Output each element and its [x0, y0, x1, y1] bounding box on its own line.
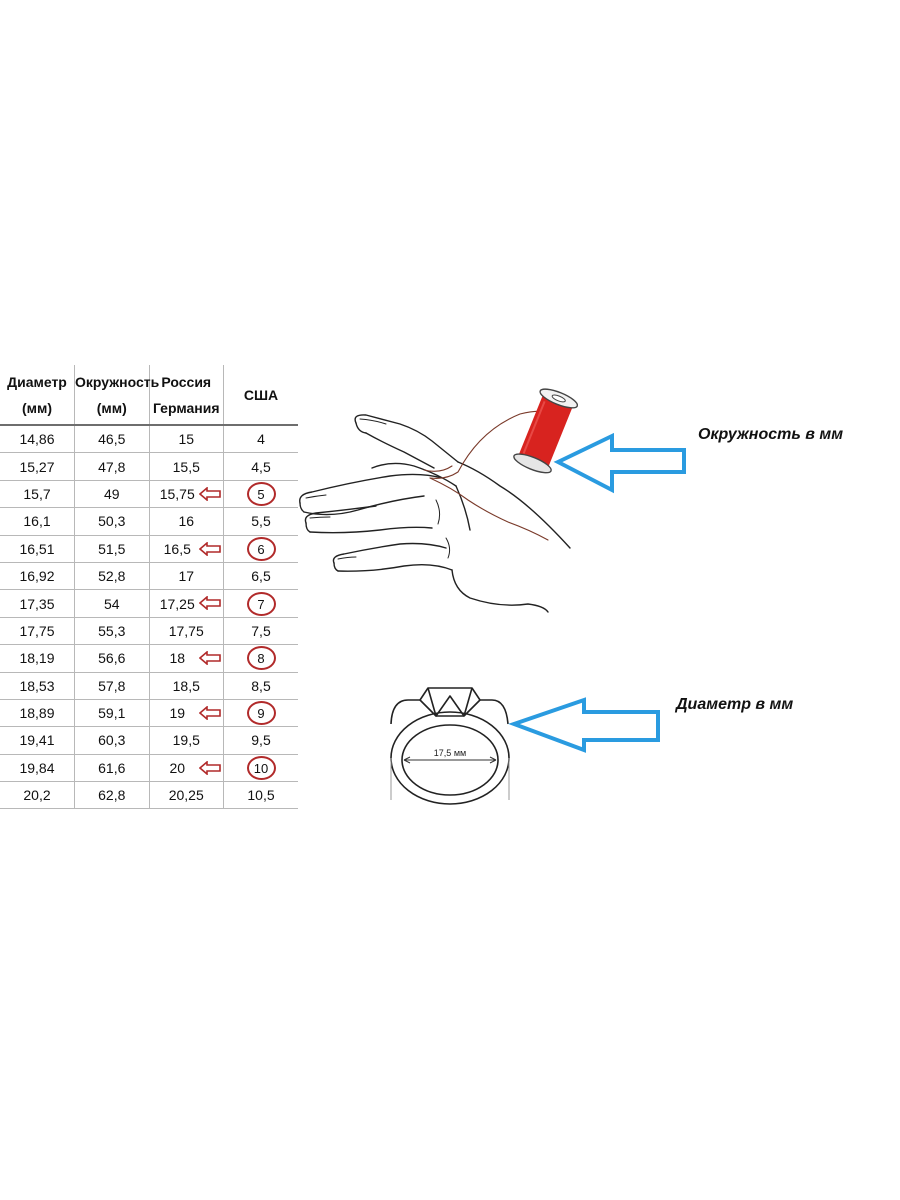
cell-diameter [0, 453, 75, 480]
cell-russia-germany-value: 17,25 [159, 595, 195, 612]
cell-circumference-value: 50,3 [98, 513, 126, 530]
header-diameter-line2: (мм) [21, 399, 53, 416]
table-row [0, 562, 298, 589]
cell-usa [224, 699, 299, 726]
header-usa [224, 365, 299, 425]
circumference-caption: Окружность в мм [698, 426, 844, 443]
cell-russia-germany [149, 535, 224, 562]
cell-circumference-value: 51,5 [98, 540, 126, 557]
cell-circumference-value: 47,8 [98, 458, 126, 475]
cell-diameter-value: 18,89 [19, 705, 55, 722]
cell-diameter [0, 425, 75, 453]
cell-circumference [75, 508, 150, 535]
table-row [0, 645, 298, 672]
red-arrow-left-icon [199, 487, 221, 501]
table-row [0, 782, 298, 809]
cell-diameter [0, 727, 75, 754]
cell-usa-value: 8,5 [251, 677, 271, 694]
cell-diameter-value: 16,1 [23, 513, 51, 530]
cell-usa-value: 6,5 [251, 568, 271, 585]
cell-russia-germany-value: 19,5 [172, 732, 200, 749]
usa-size-circled: 5 [247, 482, 276, 506]
cell-circumference-value: 52,8 [98, 568, 126, 585]
cell-diameter-value: 16,92 [19, 568, 55, 585]
red-arrow-left-icon [199, 761, 221, 775]
cell-russia-germany [149, 453, 224, 480]
cell-russia-germany-value: 15 [178, 431, 195, 448]
table-row [0, 453, 298, 480]
cell-usa [224, 727, 299, 754]
cell-diameter [0, 480, 75, 507]
cell-russia-germany [149, 754, 224, 781]
cell-russia-germany [149, 590, 224, 617]
cell-russia-germany [149, 727, 224, 754]
header-circumference-line2: (мм) [96, 399, 127, 416]
usa-size-circled: 7 [247, 592, 276, 616]
hand-with-thread-illustration [300, 411, 570, 612]
cell-circumference [75, 480, 150, 507]
cell-russia-germany-value: 18,5 [172, 677, 200, 694]
cell-russia-germany-value: 15,75 [159, 485, 195, 502]
cell-russia-germany-value: 17 [178, 568, 195, 585]
table-body [0, 425, 298, 809]
cell-usa [224, 453, 299, 480]
cell-usa [224, 425, 299, 453]
cell-usa-value: 7,5 [251, 622, 271, 639]
cell-russia-germany-value: 15,5 [172, 458, 200, 475]
table-row [0, 508, 298, 535]
cell-diameter-value: 15,27 [19, 458, 55, 475]
cell-circumference-value: 62,8 [98, 787, 126, 804]
cell-russia-germany-value: 16,5 [163, 540, 191, 557]
diameter-caption: Диаметр в мм [676, 696, 794, 713]
ring-size-table [0, 365, 298, 809]
red-arrow-left-icon [199, 651, 221, 665]
cell-russia-germany [149, 782, 224, 809]
usa-size-circled: 6 [247, 537, 276, 561]
table-header-row [0, 365, 298, 425]
cell-usa [224, 617, 299, 644]
cell-usa-value: 4,5 [251, 458, 271, 475]
cell-diameter [0, 699, 75, 726]
table-row [0, 480, 298, 507]
cell-russia-germany [149, 508, 224, 535]
cell-circumference [75, 453, 150, 480]
cell-usa-value: 10,5 [247, 787, 275, 804]
cell-circumference-value: 60,3 [98, 732, 126, 749]
cell-diameter-value: 19,84 [19, 759, 55, 776]
table-row [0, 699, 298, 726]
cell-circumference [75, 617, 150, 644]
cell-circumference [75, 645, 150, 672]
cell-circumference [75, 782, 150, 809]
cell-russia-germany-value: 16 [178, 513, 195, 530]
table-row [0, 617, 298, 644]
cell-diameter-value: 19,41 [19, 732, 55, 749]
cell-russia-germany [149, 699, 224, 726]
cell-usa [224, 782, 299, 809]
cell-diameter [0, 782, 75, 809]
cell-russia-germany-value: 18 [169, 650, 186, 667]
header-circumference [75, 365, 160, 425]
cell-diameter-value: 18,53 [19, 677, 55, 694]
cell-circumference [75, 562, 150, 589]
outline-arrow-left-icon [514, 700, 658, 750]
cell-diameter-value: 16,51 [19, 540, 55, 557]
cell-circumference [75, 672, 150, 699]
cell-usa [224, 508, 299, 535]
red-arrow-left-icon [199, 596, 221, 610]
cell-russia-germany-value: 19 [169, 705, 186, 722]
ring-illustration [391, 688, 509, 804]
table-cutoff-edge [0, 826, 298, 836]
cell-diameter-value: 18,19 [19, 650, 55, 667]
cell-circumference-value: 54 [103, 595, 120, 612]
ring-diameter-label: 17,5 мм [433, 748, 467, 758]
cell-circumference [75, 425, 150, 453]
cell-russia-germany [149, 672, 224, 699]
table-row [0, 754, 298, 781]
cell-diameter [0, 508, 75, 535]
cell-circumference [75, 699, 150, 726]
cell-diameter-value: 17,35 [19, 595, 55, 612]
cell-circumference-value: 46,5 [98, 431, 126, 448]
cell-circumference-value: 55,3 [98, 622, 126, 639]
cell-russia-germany [149, 617, 224, 644]
table-row [0, 425, 298, 453]
cell-circumference [75, 754, 150, 781]
header-russia-line: Россия [161, 373, 212, 390]
table-header [0, 365, 298, 425]
cell-usa-value: 5,5 [251, 513, 271, 530]
usa-size-circled: 9 [247, 701, 276, 725]
header-usa-label: США [243, 386, 279, 403]
cell-russia-germany [149, 645, 224, 672]
cell-usa [224, 480, 299, 507]
header-germany-line: Германия [152, 399, 220, 416]
cell-russia-germany-value: 17,75 [168, 622, 204, 639]
cell-circumference [75, 535, 150, 562]
thread-spool-icon [512, 385, 580, 476]
cell-usa [224, 535, 299, 562]
usa-size-circled: 10 [247, 756, 276, 780]
outline-arrow-left-icon [558, 436, 684, 490]
red-arrow-left-icon [199, 706, 221, 720]
cell-russia-germany [149, 562, 224, 589]
cell-usa [224, 754, 299, 781]
cell-diameter [0, 617, 75, 644]
cell-russia-germany [149, 480, 224, 507]
cell-circumference-value: 57,8 [98, 677, 126, 694]
cell-russia-germany [149, 425, 224, 453]
cell-circumference-value: 56,6 [98, 650, 126, 667]
cell-diameter [0, 590, 75, 617]
cell-diameter [0, 535, 75, 562]
cell-russia-germany-value: 20,25 [168, 787, 204, 804]
table-row [0, 590, 298, 617]
red-arrow-left-icon [199, 542, 221, 556]
cell-diameter-value: 20,2 [23, 787, 51, 804]
cell-circumference [75, 590, 150, 617]
cell-circumference-value: 61,6 [98, 759, 126, 776]
cell-usa [224, 672, 299, 699]
cell-diameter [0, 645, 75, 672]
table-row [0, 535, 298, 562]
cell-usa [224, 590, 299, 617]
cell-diameter-value: 14,86 [19, 431, 55, 448]
header-diameter [0, 365, 75, 425]
cell-diameter [0, 562, 75, 589]
cell-circumference [75, 727, 150, 754]
cell-diameter-value: 15,7 [23, 485, 51, 502]
cell-usa-value: 4 [257, 431, 265, 448]
table-row [0, 672, 298, 699]
header-russia-germany [149, 365, 224, 425]
cell-usa [224, 562, 299, 589]
cell-circumference-value: 59,1 [98, 705, 126, 722]
cell-usa-value: 9,5 [251, 732, 271, 749]
usa-size-circled: 8 [247, 646, 276, 670]
cell-diameter [0, 672, 75, 699]
table-row [0, 727, 298, 754]
cell-diameter [0, 754, 75, 781]
cell-russia-germany-value: 20 [169, 759, 186, 776]
cell-usa [224, 645, 299, 672]
cell-circumference-value: 49 [103, 485, 120, 502]
cell-diameter-value: 17,75 [19, 622, 55, 639]
header-circumference-line1: Окружность [75, 373, 160, 390]
header-diameter-line1: Диаметр [7, 373, 67, 390]
